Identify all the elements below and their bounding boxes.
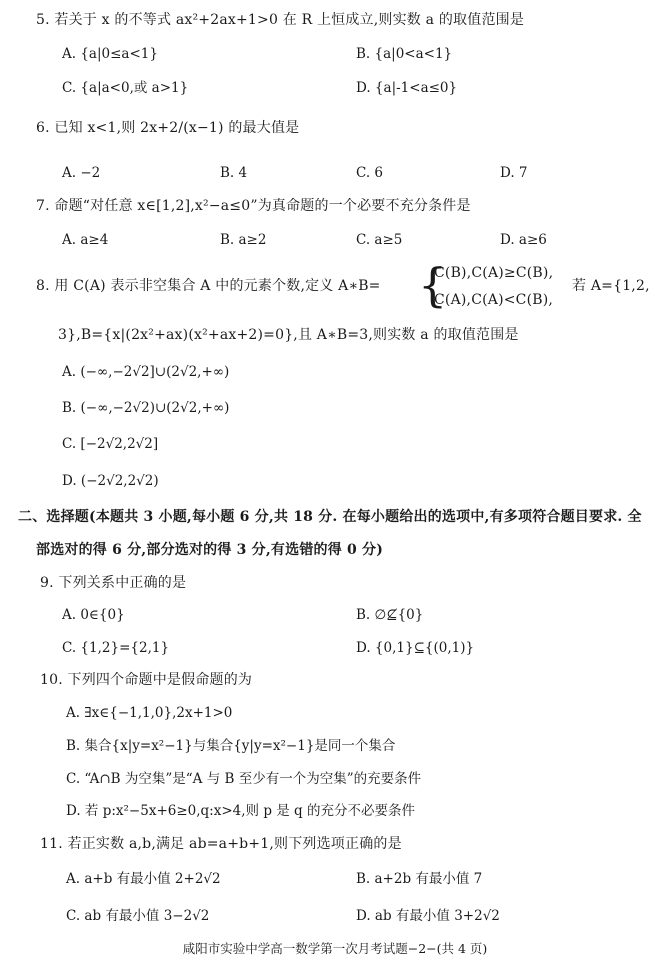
question-9-option-d: D. {0,1}⊆{(0,1)} [356, 640, 475, 656]
question-6-option-b: B. 4 [220, 165, 248, 181]
question-8-option-a: A. (−∞,−2√2]∪(2√2,+∞) [62, 364, 230, 380]
question-8-case-1: C(B),C(A)≥C(B), [434, 265, 554, 281]
question-11-option-a: A. a+b 有最小值 2+2√2 [66, 871, 221, 887]
question-9-option-a: A. 0∈{0} [62, 607, 125, 623]
question-8-option-c: C. [−2√2,2√2] [62, 436, 159, 452]
question-7-option-a: A. a≥4 [62, 232, 109, 248]
question-11-option-c: C. ab 有最小值 3−2√2 [66, 908, 210, 924]
question-11-stem: 11. 若正实数 a,b,满足 ab=a+b+1,则下列选项正确的是 [40, 836, 402, 852]
question-7-option-c: C. a≥5 [356, 232, 403, 248]
question-9-stem: 9. 下列关系中正确的是 [40, 575, 187, 591]
question-8-option-d: D. (−2√2,2√2) [62, 473, 159, 489]
section-2-heading-line1: 二、选择题(本题共 3 小题,每小题 6 分,共 18 分. 在每小题给出的选项中,有多项符合题目要求. 全 [18, 509, 642, 525]
question-5-option-b: B. {a|0<a<1} [356, 46, 453, 62]
question-5-option-d: D. {a|-1<a≤0} [356, 80, 458, 96]
question-9-option-c: C. {1,2}={2,1} [62, 640, 170, 656]
question-10-stem: 10. 下列四个命题中是假命题的为 [40, 672, 253, 688]
page-footer: 咸阳市实验中学高一数学第一次月考试题−2−(共 4 页) [182, 941, 488, 956]
question-8-option-b: B. (−∞,−2√2)∪(2√2,+∞) [62, 400, 230, 416]
question-11-option-b: B. a+2b 有最小值 7 [356, 871, 483, 887]
question-6-option-d: D. 7 [500, 165, 528, 181]
question-5-option-c: C. {a|a<0,或 a>1} [62, 80, 189, 96]
question-7-option-d: D. a≥6 [500, 232, 547, 248]
question-7-stem: 7. 命题“对任意 x∈[1,2],x²−a≤0”为真命题的一个必要不充分条件是 [36, 198, 471, 214]
piecewise-brace: { [418, 258, 448, 312]
question-10-option-b: B. 集合{x|y=x²−1}与集合{y|y=x²−1}是同一个集合 [66, 738, 396, 754]
question-6-stem: 6. 已知 x<1,则 2x+2/(x−1) 的最大值是 [36, 120, 300, 136]
question-11-option-d: D. ab 有最小值 3+2√2 [356, 908, 500, 924]
question-8-stem-part2: 若 A={1,2, [572, 278, 650, 294]
question-6-option-c: C. 6 [356, 165, 384, 181]
question-10-option-c: C. “A∩B 为空集”是“A 与 B 至少有一个为空集”的充要条件 [66, 771, 422, 787]
question-7-option-b: B. a≥2 [220, 232, 267, 248]
question-8-case-2: C(A),C(A)<C(B), [434, 292, 554, 308]
question-9-option-b: B. ∅⊈{0} [356, 607, 424, 623]
question-8-stem-part1: 8. 用 C(A) 表示非空集合 A 中的元素个数,定义 A∗B= [36, 278, 381, 294]
question-8-stem-line2: 3},B={x|(2x²+ax)(x²+ax+2)=0},且 A∗B=3,则实数 a 的取值范围是 [58, 327, 519, 343]
question-10-option-a: A. ∃x∈{−1,1,0},2x+1>0 [66, 705, 233, 721]
question-6-option-a: A. −2 [62, 165, 101, 181]
section-2-heading-line2: 部选对的得 6 分,部分选对的得 3 分,有选错的得 0 分) [36, 542, 384, 558]
question-5-stem: 5. 若关于 x 的不等式 ax²+2ax+1>0 在 R 上恒成立,则实数 a 的取值范围是 [36, 12, 525, 28]
question-10-option-d: D. 若 p:x²−5x+6≥0,q:x>4,则 p 是 q 的充分不必要条件 [66, 803, 415, 819]
question-5-option-a: A. {a|0≤a<1} [62, 46, 158, 62]
